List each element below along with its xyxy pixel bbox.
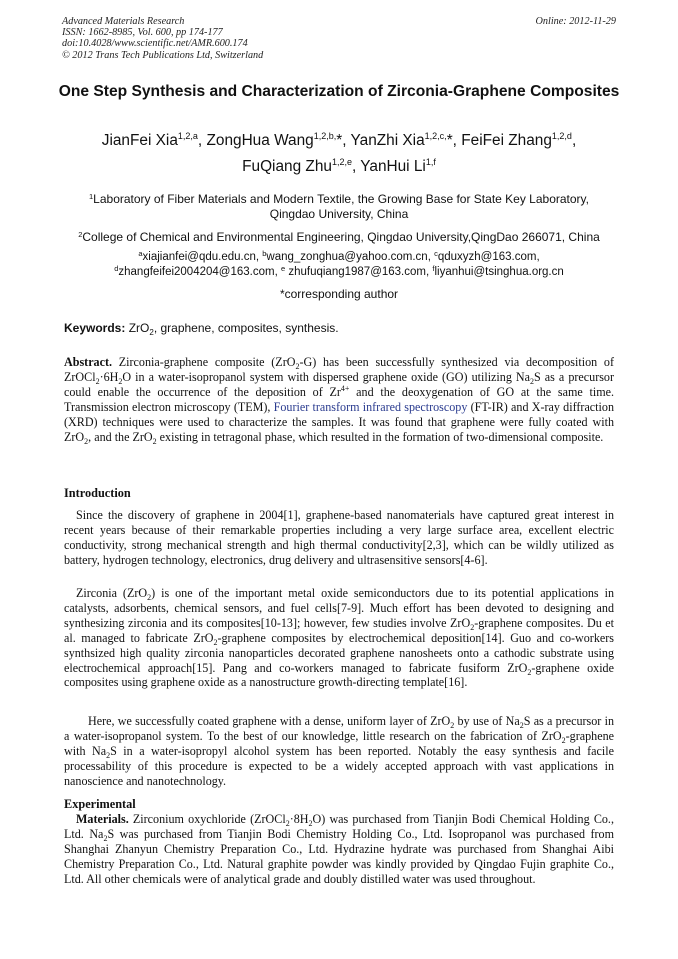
author-name: YanZhi Xia: [350, 132, 425, 149]
author-affil-sup: 1,f: [425, 157, 436, 167]
intro-paragraph-2: Zirconia (ZrO$_2$) is one of the important metal oxide semiconductors due to its potential applications in catalysts, adsorbents, chemical sensors, and fuel cells[7-9]. Much effort has been devoted to designing and synthesizing zirconia and its composites[10-13]; however, few studies involve ZrO$_2$-graphene composites. Du et al. managed to fabricate ZrO$_2$-graphene composites by electrochemical deposition[14]. Guo and co-workers synthsized high quality zirconia nanoparticles decorated graphene nanosheets onto a cathodic substrate using electrochemical approach[15]. Pang and co-workers managed to fabricate fusiform ZrO$_2$-graphene oxide composites using graphene oxide as a nanostructure growth-directing template[16].: [64, 586, 614, 690]
keywords-label: Keywords:: [64, 321, 126, 335]
highlighted-term: Fourier transform infrared spectroscopy: [273, 399, 468, 414]
author-name: FuQiang Zhu: [242, 158, 332, 175]
author-affil-sup: 1,2,b,: [313, 131, 337, 141]
corresponding-author-note: *corresponding author: [279, 287, 399, 301]
journal-header: [62, 16, 402, 61]
author-name: FeiFei Zhang: [461, 132, 552, 149]
author-affil-sup: 1,2,d: [551, 131, 572, 141]
author-list: JianFei Xia$^{1,2,a}$, ZongHua Wang$^{1,2,b,}$*, YanZhi Xia$^{1,2,c,}$*, FeiFei Zhang$^{1,2,d}$, FuQiang Zhu$^{1,2,e}$, YanHui Li$^{1,f}$: [101, 131, 577, 175]
email-link[interactable]: zhangfeifei2004204@163.com,: [118, 265, 281, 278]
affiliation-1: $^1$Laboratory of Fiber Materials and Modern Textile, the Growing Base for State Key Laboratory, Qingdao University, China: [89, 192, 589, 221]
journal-copyright: © 2012 Trans Tech Publications Ltd, Switzerland: [62, 49, 264, 61]
materials-paragraph: Materials. Zirconium oxychloride $(ZrOCl_2\cdot 8H_2O)$ was purchased from Tianjin Bodi Chemical Holding Co., Ltd. $Na_2S$ was purchased from Tianjin Bodi Chemistry Holding Co., Ltd. Isopropanol was purchased from Shanghai Zhanyun Chemistry Preparation Co., Ltd. Hydrazine hydrate was purchased from Shanghai Aibi Chemistry Preparation Co., Ltd. Natural graphite powder was kindly provided by Qingdao Fujin graphite Co., Ltd. All other chemicals were of analytical grade and doubly distilled water was used throughout.: [64, 812, 615, 886]
email-link[interactable]: wang_zonghua@yahoo.com.cn,: [266, 251, 435, 263]
author-affil-sup: 1,2,a: [177, 131, 198, 141]
author-affil-sup: 1,2,c,: [424, 131, 447, 141]
email-link[interactable]: zhufuqiang1987@163.com,: [285, 265, 433, 278]
journal-issn: ISSN: 1662-8985, Vol. 600, pp 174-177: [62, 27, 223, 39]
email-link[interactable]: qduxyzh@163.com,: [437, 251, 540, 263]
section-heading-introduction: Introduction: [64, 486, 131, 500]
section-heading-experimental: Experimental: [64, 797, 136, 811]
author-name: YanHui Li: [360, 158, 426, 175]
abstract-label: Abstract.: [64, 355, 113, 369]
online-date: Online: 2012-11-29: [535, 16, 616, 27]
affiliation-2: $^2$College of Chemical and Environmental Engineering, Qingdao University,QingDao 266071, China: [78, 230, 600, 244]
email-link[interactable]: xiajianfei@qdu.edu.cn,: [142, 251, 263, 263]
author-affil-sup: 1,2,e: [331, 157, 352, 167]
journal-doi: doi:10.4028/www.scientific.net/AMR.600.174: [62, 38, 248, 50]
intro-paragraph-3: Here, we successfully coated graphene with a dense, uniform layer of ZrO$_2$ by use of $Na_2S$ as a precursor in a water-isopropanol system. To the best of our knowledge, little research on the fabrication of ZrO$_2$-graphene with $Na_2S$ in a water-isopropyl alcohol system has been reported. Notably the easy synthesis and facile processability of this procedure is expected to be a widely accepted approach with vast applications in nanoscience and nanotechnology.: [64, 714, 614, 788]
author-name: JianFei Xia: [101, 132, 178, 149]
intro-paragraph-1: Since the discovery of graphene in 2004[1], graphene-based nanomaterials have captured great interest in recent years because of their remarkable properties including a very large surface area, excellent electric conductivity, strong mechanical strength and high thermal conductivity[2,3], which can be wildly utilized as battery, hydrogen technology, electronics, drug delivery and ultrasensitive sensors[4-6].: [64, 508, 614, 567]
journal-name: Advanced Materials Research: [62, 16, 185, 27]
keywords: Keywords: ZrO$_2$, graphene, composites, synthesis.: [64, 321, 339, 337]
paper-title: One Step Synthesis and Characterization of Zirconia-Graphene Composites: [58, 83, 620, 100]
email-link[interactable]: liyanhui@tsinghua.org.cn: [434, 265, 564, 278]
abstract: Abstract. Zirconia-graphene composite (ZrO$_2$-G) has been successfully synthesized via decomposition of $ZrOCl_2\cdot 6H_2O$ in a water-isopropanol system with dispersed graphene oxide (GO) utilizing $Na_2S$ as a precursor could enable the occurrence of the deposition of $Zr^{4+}$ and the deoxygenation of GO at the same time. Transmission electron microscopy (TEM), Fourier transform infrared spectroscopy (FT-IR) and X-ray diffraction (XRD) techniques were used to characterize the samples. It was found that graphene were fully coated with ZrO$_2$, and the ZrO$_2$ existing in tetragonal phase, which resulted in the formation of two-dimensional composite.: [64, 355, 615, 446]
author-name: ZongHua Wang: [206, 132, 314, 149]
author-emails: $^a$xiajianfei@qdu.edu.cn, $^b$wang_zonghua@yahoo.com.cn, $^c$qduxyzh@163.com, $^d$zhangfeifei2004204@163.com, $^e$ zhufuqiang1987@163.com, $^f$liyanhui@tsinghua.org.cn: [114, 249, 564, 278]
materials-label: Materials.: [76, 812, 129, 826]
